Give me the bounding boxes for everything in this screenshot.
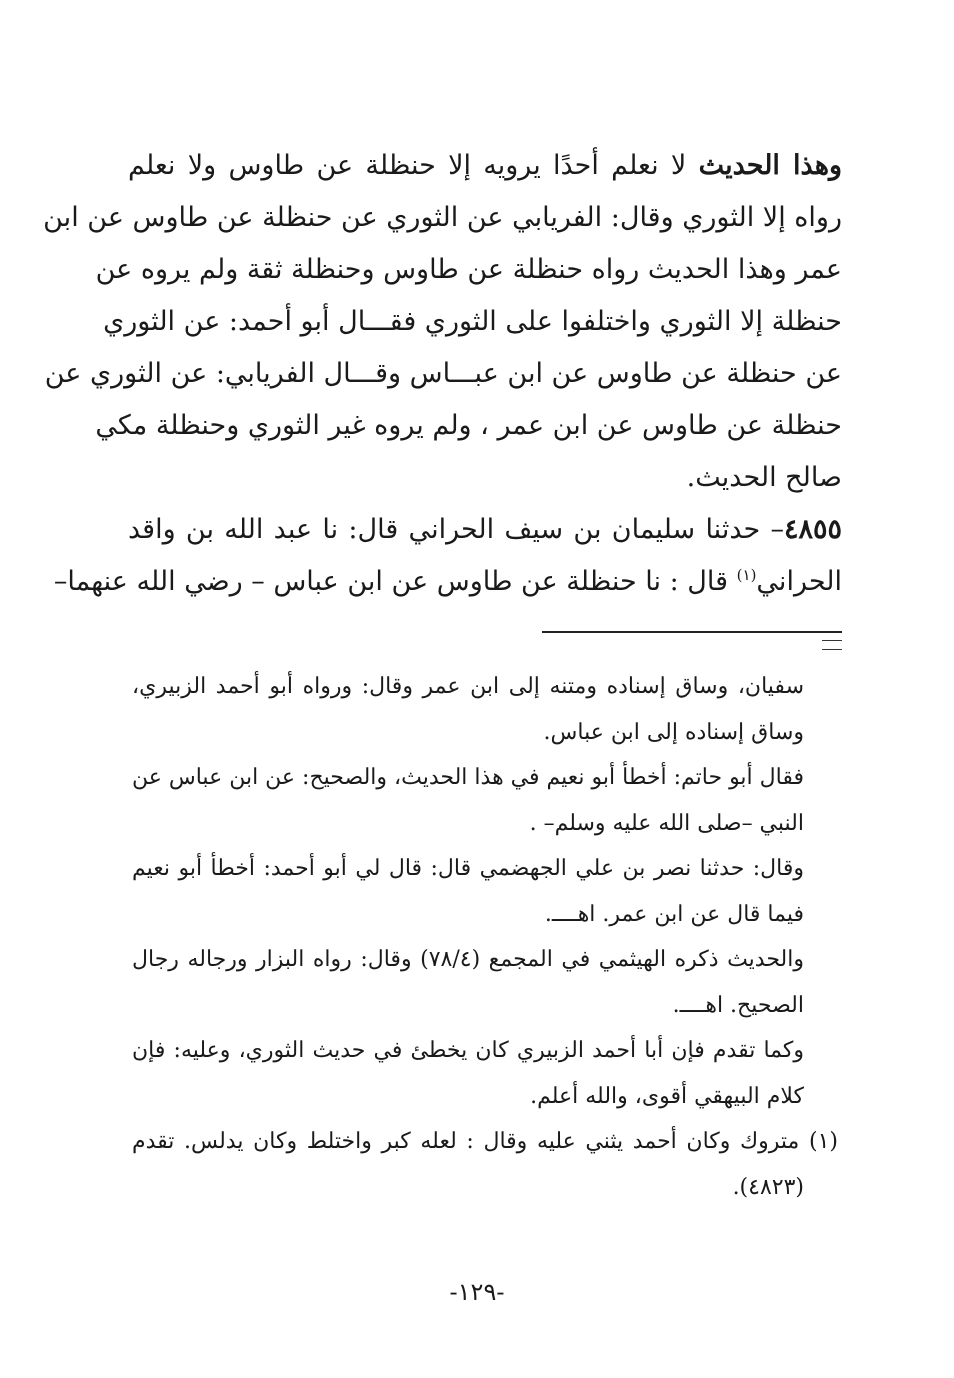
footnote-line-7: والحديث ذكره الهيثمي في المجمع (٧٨/٤) وقال: رواه البزار ورجاله رجال (132, 947, 804, 972)
footnote-line-8: الصحيح. اهــــ. (672, 992, 804, 1018)
footnote-line-1: سفيان، وساق إسناده ومتنه إلى ابن عمر وقال: ورواه أبو أحمد الزبيري، (132, 674, 804, 699)
hadith-line-2: الحراني$^{(١)}$ قال : نا حنظلة عن طاوس عن ابن عباس – رضي الله عنهما– (53, 566, 842, 597)
hadith-line-1: ٤٨٥٥– حدثنا سليمان بن سيف الحراني قال: نا عبد الله بن واقد (128, 514, 842, 545)
main-line-6: حنظلة عن طاوس عن ابن عمر ، ولم يروه غير الثوري وحنظلة مكي (95, 410, 842, 441)
main-line-3: عمر وهذا الحديث رواه حنظلة عن طاوس وحنظلة ثقة ولم يروه عن (95, 254, 842, 285)
footnote-line-11: (١) متروك وكان أحمد يثني عليه وقال : لعله كبر واختلط وكان يدلس. تقدم (132, 1129, 838, 1154)
footnote-ref[interactable]: (١) (736, 566, 757, 584)
footnote-line-10: كلام البيهقي أقوى، والله أعلم. (530, 1083, 804, 1109)
footnote-line-3: فقال أبو حاتم: أخطأ أبو نعيم في هذا الحديث، والصحيح: عن ابن عباس عن (132, 765, 804, 790)
main-text (43, 140, 842, 608)
page-number: -١٢٩- (449, 1278, 505, 1306)
footnote-line-9: وكما تقدم فإن أبا أحمد الزبيري كان يخطئ في حديث الثوري، وعليه: فإن (132, 1038, 804, 1063)
narrator-name: الحراني (756, 566, 842, 597)
main-line-2: رواه إلا الثوري وقال: الفريابي عن الثوري عن حنظلة عن طاوس عن ابن (43, 202, 842, 233)
footnote-divider (542, 631, 842, 633)
footnotes-block (132, 664, 838, 1210)
footnote-line-5: وقال: حدثنا نصر بن علي الجهضمي قال: قال لي أبو أحمد: أخطأ أبو نعيم (132, 856, 804, 881)
main-line-1: وهذا الحديث لا نعلم أحدًا يرويه إلا حنظلة عن طاوس ولا نعلم (128, 150, 842, 181)
main-line-4: حنظلة إلا الثوري واختلفوا على الثوري فقـــال أبو أحمد: عن الثوري (103, 306, 842, 337)
main-line-7: صالح الحديث. (686, 462, 842, 493)
footnote-line-2: وساق إسناده إلى ابن عباس. (543, 719, 804, 745)
footnote-line-12: (٤٨٢٣). (732, 1174, 804, 1200)
main-line-5: عن حنظلة عن طاوس عن ابن عبـــاس وقـــال الفريابي: عن الثوري عن (44, 358, 842, 389)
double-rule-mark (822, 640, 842, 650)
footnote-line-6: فيما قال عن ابن عمر. اهــــ. (544, 901, 804, 927)
hadith-number: ٤٨٥٥ (783, 514, 842, 545)
lead-phrase: وهذا الحديث (698, 150, 842, 181)
footnote-line-4: النبي –صلى الله عليه وسلم– . (529, 810, 804, 836)
